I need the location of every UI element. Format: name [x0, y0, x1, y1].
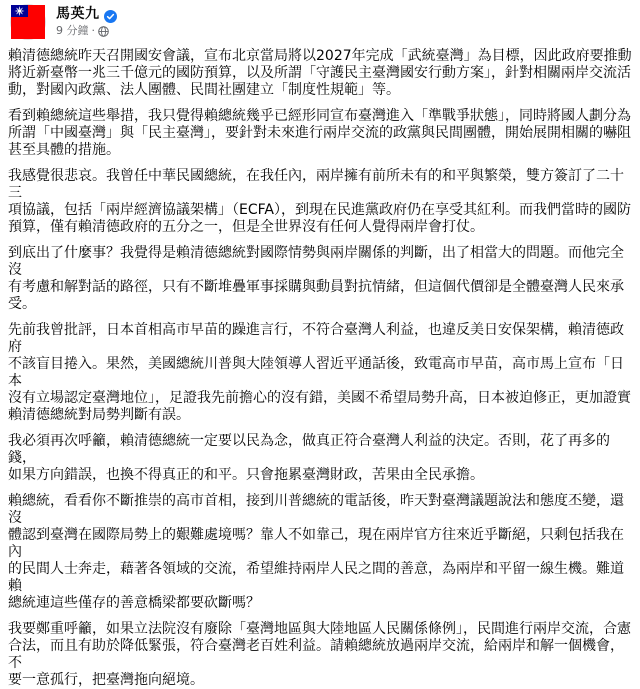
post-body — [8, 48, 634, 689]
meta-separator: · — [91, 24, 95, 37]
post-meta — [56, 24, 109, 38]
post-header — [8, 0, 634, 48]
author-name[interactable]: 馬英九 — [56, 6, 100, 22]
post-timestamp[interactable]: 9 分鐘 — [56, 24, 89, 37]
post-paragraph: 賴總統，看看你不斷推崇的高市首相，接到川普總統的電話後，昨天對臺灣議題說法和態度丕變，還沒 體認到臺灣在國際局勢上的艱難處境嗎？靠人不如靠己，現在兩岸官方往來近乎斷絕，只剩包括我在內 的民間人士奔走，藉著各領域的交流，希望維持兩岸人民之間的善意，為兩岸和平留一線生機。難道賴 總統連這些僅存的善意橋梁都要砍斷嗎？ — [8, 493, 624, 611]
post-paragraph: 我必須再次呼籲，賴清德總統一定要以民為念，做真正符合臺灣人利益的決定。否則，花了再多的錢， 如果方向錯誤，也換不得真正的和平。只會拖累臺灣財政，苦果由全民承擔。 — [8, 433, 610, 483]
post-paragraph: 我感覺很悲哀。我曾任中華民國總統，在我任內，兩岸擁有前所未有的和平與繁榮，雙方簽訂了二十三 項協議，包括「兩岸經濟協議架構」（ECFA），到現在民進黨政府仍在享受其紅利。而我們當時的國防 預算，僅有賴清德政府的五分之一，但是全世界沒有任何人覺得兩岸會打仗。 — [8, 168, 631, 235]
author-row — [56, 5, 117, 23]
author-avatar[interactable] — [10, 4, 46, 40]
post-paragraph: 賴清德總統昨天召開國安會議，宣布北京當局將以2027年完成「武統臺灣」為目標，因此政府要推動 將近新臺幣一兆三千億元的國防預算，以及所謂「守護民主臺灣國安行動方案」，針對相關兩岸交流活 動，對國內政黨、法人團體、民間社團建立「制度性規範」等。 — [8, 48, 632, 98]
taiwan-flag-icon — [11, 5, 45, 39]
post-paragraph: 先前我曾批評，日本首相高市早苗的躁進言行，不符合臺灣人利益，也違反美日安保架構，賴清德政府 不該盲目捲入。果然，美國總統川普與大陸領導人習近平通話後，致電高市早苗，高市馬上宣布「日本 沒有立場認定臺灣地位」，足證我先前擔心的沒有錯，美國不希望局勢升高，日本被迫修正，更加證實 賴清德總統對局勢判斷有誤。 — [8, 322, 631, 423]
post-paragraph: 我要鄭重呼籲，如果立法院沒有廢除「臺灣地區與大陸地區人民關係條例」，民間進行兩岸交流，合憲 合法，而且有助於降低緊張，符合臺灣老百姓利益。請賴總統放過兩岸交流，給兩岸和解一個機會，不 要一意孤行，把臺灣拖向絕境。 — [8, 621, 631, 688]
globe-icon[interactable] — [98, 26, 109, 37]
verified-badge-icon — [104, 8, 117, 21]
post-paragraph: 看到賴總統這些舉措，我只覺得賴總統幾乎已經形同宣布臺灣進入「準戰爭狀態」，同時將國人劃分為 所謂「中國臺灣」與「民主臺灣」，要針對未來進行兩岸交流的政黨與民間團體，開始展開相關的嚇阻 甚至具體的措施。 — [8, 108, 631, 158]
post-paragraph: 到底出了什麼事？我覺得是賴清德總統對國際情勢與兩岸關係的判斷，出了相當大的問題。而他完全沒 有考慮和解對話的路徑，只有不斷堆疊軍事採購與動員對抗情緒，但這個代價卻是全體臺灣人民來承 受。 — [8, 245, 624, 312]
